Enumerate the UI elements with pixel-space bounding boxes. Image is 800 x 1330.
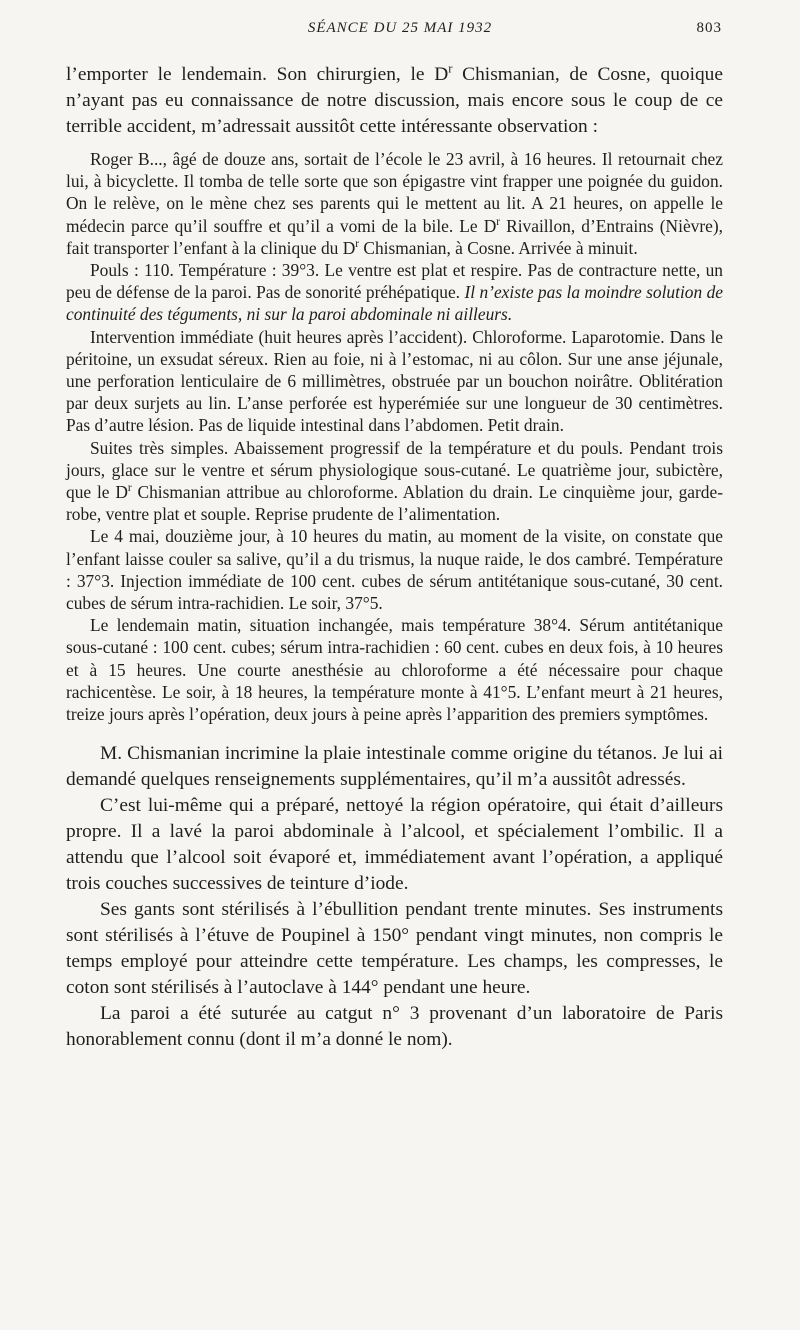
observation-paragraph: Pouls : 110. Température : 39°3. Le ventre est plat et respire. Pas de contracture nette, un peu de défense de la paroi. Pas de sonorité préhépatique. Il n’existe pas la moindre solution de continuité des téguments, ni sur la paroi abdominale ni ailleurs. xyxy=(66,260,723,325)
discussion-paragraph: Ses gants sont stérilisés à l’ébullition pendant trente minutes. Ses instruments sont stérilisés à l’étuve de Poupinel à 150° pendant vingt minutes, non compris le temps employé pour atteindre cette température. Les champs, les compresses, le coton sont stérilisés à l’autoclave à 144° pendant une heure. xyxy=(66,899,723,999)
page-header xyxy=(0,20,800,46)
observation-paragraph: Suites très simples. Abaissement progressif de la température et du pouls. Pendant trois jours, glace sur le ventre et sérum physiologique sous-cutané. Le quatrième jour, subictère, que le $D^r$ Chismanian attribue au chloroforme. Ablation du drain. Le cinquième jour, garde-robe, ventre plat et souple. Reprise prudente de l’alimentation. xyxy=(66,437,724,525)
page-number: 803 xyxy=(696,20,722,36)
discussion-paragraph: C’est lui-même qui a préparé, nettoyé la région opératoire, qui était d’ailleurs propre. Il a lavé la paroi abdominale à l’alcool, et spécialement l’ombilic. Il a attendu que l’alcool soit évaporé et, immédiatement avant l’opération, a appliqué trois couches successives de teinture d’iode. xyxy=(66,795,723,895)
superscript: r xyxy=(448,61,453,76)
italic-emphasis: Il n’existe pas la moindre solution de continuité des téguments, ni sur la paroi abdominale ni ailleurs. xyxy=(66,282,723,325)
superscript: r xyxy=(355,238,360,251)
discussion-block xyxy=(66,741,723,1053)
observation-paragraph: Le lendemain matin, situation inchangée, mais température 38°4. Sérum antitétanique sous-cutané : 100 cent. cubes; sérum intra-rachidien : 60 cent. cubes en deux fois, à 10 heures et à 15 heures. Une courte anesthésie au chloroforme a été nécessaire pour chaque rachicentèse. Le soir, à 18 heures, la température monte à 41°5. L’enfant meurt à 21 heures, treize jours après l’opération, deux jours à peine après l’apparition des premiers symptômes. xyxy=(66,615,723,725)
intro-paragraph: l’emporter le lendemain. Son chirurgien, le $D^r$ Chismanian, de Cosne, quoique n’ayant pas eu connaissance de notre discussion, mais encore sous le coup de ce terrible accident, m’adressait aussitôt cette intéressante observation : xyxy=(66,61,723,137)
observation-block xyxy=(66,148,723,725)
superscript: r xyxy=(496,215,501,228)
observation-paragraph: Roger B..., âgé de douze ans, sortait de l’école le 23 avril, à 16 heures. Il retournait chez lui, à bicyclette. Il tomba de telle sorte que son épigastre vint frapper une poignée du guidon. On le relève, on le mène chez ses parents qui le mettent au lit. A 21 heures, on appelle le médecin parce qu’il souffre et qu’il a vomi de la bile. Le $D^r$ Rivaillon, d’Entrains (Nièvre), fait transporter l’enfant à la clinique du $D^r$ Chismanian, à Cosne. Arrivée à minuit. xyxy=(66,149,724,258)
discussion-paragraph: La paroi a été suturée au catgut n° 3 provenant d’un laboratoire de Paris honorablement connu (dont il m’a donné le nom). xyxy=(66,1003,723,1051)
observation-paragraph: Intervention immédiate (huit heures après l’accident). Chloroforme. Laparotomie. Dans le péritoine, un exsudat séreux. Rien au foie, ni à l’estomac, ni au côlon. Sur une anse jéjunale, une perforation lenticulaire de 6 millimètres, obstruée par un bouchon noirâtre. Oblitération par deux surjets au lin. L’anse perforée est hyperémiée sur une longueur de 30 centimètres. Pas d’autre lésion. Pas de liquide intestinal dans l’abdomen. Petit drain. xyxy=(66,326,723,436)
discussion-paragraph: M. Chismanian incrimine la plaie intestinale comme origine du tétanos. Je lui ai demandé quelques renseignements supplémentaires, qu’il m’a aussitôt adressés. xyxy=(66,743,723,791)
running-title: SÉANCE DU 25 MAI 1932 xyxy=(307,20,493,36)
observation-paragraph: Le 4 mai, douzième jour, à 10 heures du matin, au moment de la visite, on constate que l’enfant laisse couler sa salive, qu’il a du trismus, la nuque raide, le dos cambré. Température : 37°3. Injection immédiate de 100 cent. cubes de sérum antitétanique sous-cutané, 30 cent. cubes de sérum intra-rachidien. Le soir, 37°5. xyxy=(66,526,723,614)
body-text xyxy=(66,62,723,1053)
superscript: r xyxy=(127,482,132,495)
